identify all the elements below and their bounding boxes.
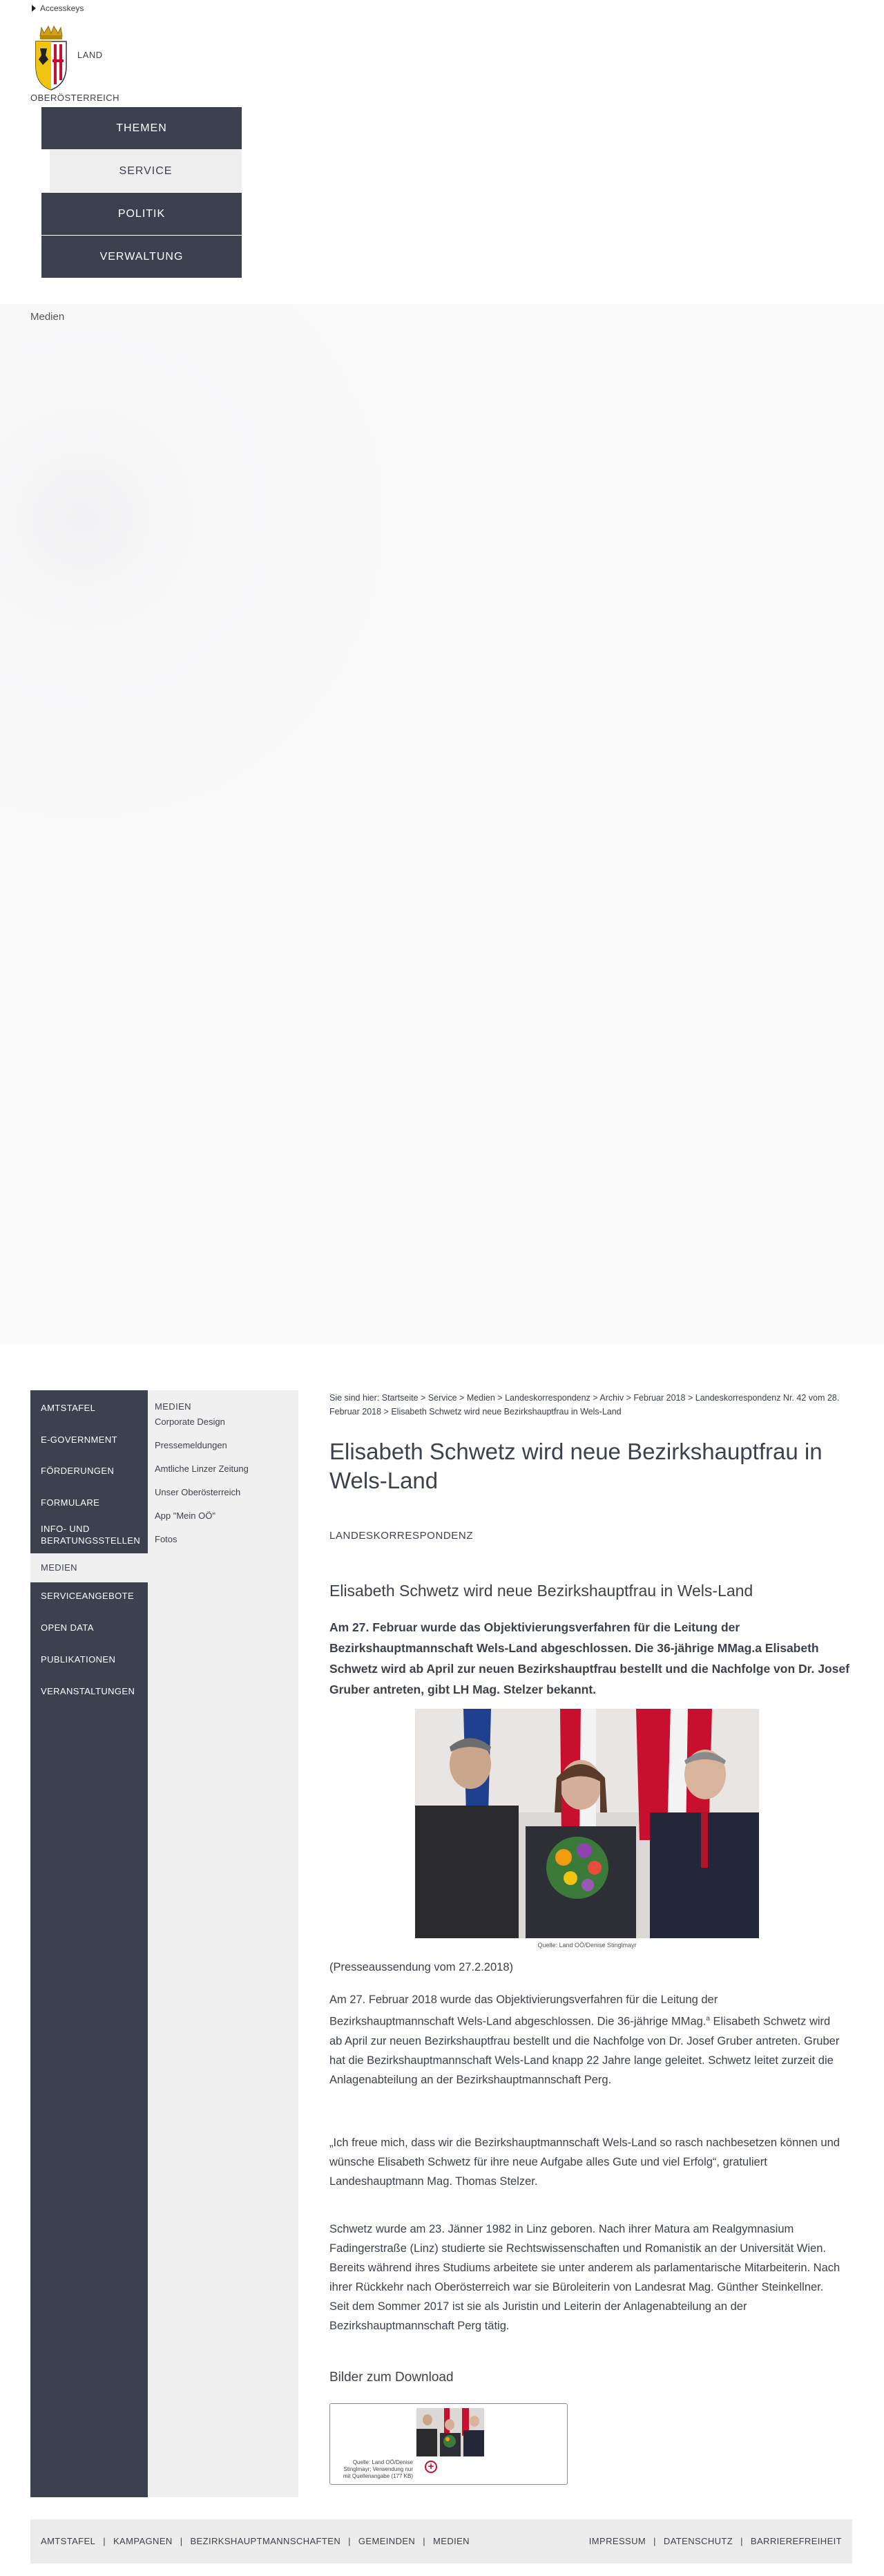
- footer-separator: |: [423, 2536, 426, 2546]
- footer-link-bezirkshauptmannschaften[interactable]: BEZIRKSHAUPTMANNSCHAFTEN: [190, 2536, 341, 2546]
- subnav-item-app-mein-ooe[interactable]: App "Mein OÖ": [155, 1510, 215, 1521]
- page-title: Elisabeth Schwetz wird neue Bezirkshauptfrau in Wels-Land: [329, 1439, 823, 1493]
- logo-text-oberoesterreich: OBERÖSTERREICH: [30, 93, 120, 103]
- article-photo[interactable]: [415, 1709, 759, 1938]
- download-thumbnail[interactable]: [416, 2408, 484, 2456]
- sidebar-item-info-beratungsstellen[interactable]: INFO- UND BERATUNGSSTELLEN: [41, 1524, 141, 1546]
- breadcrumb-item[interactable]: Februar 2018: [633, 1393, 686, 1403]
- breadcrumb-prefix: Sie sind hier:: [329, 1393, 380, 1403]
- medien-subnavigation: [148, 1390, 298, 2497]
- plus-icon[interactable]: +: [425, 2461, 437, 2473]
- article-lead: Am 27. Februar wurde das Objektivierungsverfahren für die Leitung der Bezirkshauptmannschaft Wels-Land abgeschlossen. Die 36-jährige MMag.a Elisabeth Schwetz wird ab April zur neuen Bezirkshauptfrau bestellt und die Nachfolge von Dr. Josef Gruber antreten, gibt LH Mag. Stelzer bekannt.: [329, 1620, 849, 1696]
- sidebar-item-formulare[interactable]: FORMULARE: [41, 1497, 100, 1508]
- breadcrumb-item[interactable]: Service: [427, 1393, 457, 1403]
- sidebar-item-egovernment[interactable]: E-GOVERNMENT: [41, 1434, 117, 1445]
- footer-link-datenschutz[interactable]: DATENSCHUTZ: [663, 2536, 733, 2546]
- subnav-heading: MEDIEN: [155, 1401, 191, 1412]
- download-image-card[interactable]: [329, 2403, 568, 2485]
- footer-separator: |: [653, 2536, 656, 2546]
- hero-banner: [0, 304, 884, 1344]
- downloads-heading: Bilder zum Download: [329, 2370, 454, 2385]
- article-subtitle: Elisabeth Schwetz wird neue Bezirkshauptfrau in Wels-Land: [329, 1582, 753, 1600]
- sidebar-item-foerderungen[interactable]: FÖRDERUNGEN: [41, 1466, 115, 1476]
- breadcrumb-item[interactable]: Startseite: [381, 1393, 419, 1403]
- breadcrumb-item[interactable]: Archiv: [599, 1393, 624, 1403]
- footer-link-barrierefreiheit[interactable]: BARRIEREFREIHEIT: [750, 2536, 842, 2546]
- sidebar-item-publikationen[interactable]: PUBLIKATIONEN: [41, 1654, 116, 1665]
- breadcrumb-current: Elisabeth Schwetz wird neue Bezirkshauptfrau in Wels-Land: [391, 1407, 622, 1417]
- footer-separator: |: [740, 2536, 743, 2546]
- footer-link-gemeinden[interactable]: GEMEINDEN: [358, 2536, 416, 2546]
- article-paragraph-2: „Ich freue mich, dass wir die Bezirkshauptmannschaft Wels-Land so rasch nachbesetzen können und wünsche Elisabeth Schwetz für ihre neue Aufgabe alles Gute und viel Erfolg“, gratuliert Landeshauptmann Mag. Thomas Stelzer.: [329, 2137, 840, 2188]
- breadcrumb-item[interactable]: Medien: [466, 1393, 495, 1403]
- main-nav-service[interactable]: SERVICE: [50, 150, 242, 192]
- press-release-date: (Presseaussendung vom 27.2.2018): [329, 1961, 513, 1973]
- photo-illustration: [415, 1709, 759, 1938]
- coat-of-arms-logo[interactable]: [32, 25, 70, 91]
- photo-caption: Quelle: Land OÖ/Denise Stinglmayr: [537, 1942, 637, 1949]
- sidebar-item-open-data[interactable]: OPEN DATA: [41, 1622, 94, 1633]
- main-nav-verwaltung[interactable]: VERWALTUNG: [41, 236, 242, 278]
- service-sidebar: [30, 1390, 148, 2497]
- sidebar-item-serviceangebote[interactable]: SERVICEANGEBOTE: [41, 1591, 135, 1601]
- sidebar-item-medien[interactable]: MEDIEN: [30, 1553, 148, 1582]
- footer-link-kampagnen[interactable]: KAMPAGNEN: [113, 2536, 173, 2546]
- breadcrumb-separator: >: [459, 1393, 465, 1403]
- breadcrumb-separator: >: [687, 1393, 693, 1403]
- logo-text-land: LAND: [77, 50, 103, 60]
- breadcrumb-separator: >: [497, 1393, 503, 1403]
- footer-separator: |: [348, 2536, 351, 2546]
- subnav-item-unser-oberoesterreich[interactable]: Unser Oberösterreich: [155, 1487, 241, 1497]
- footer-link-medien[interactable]: MEDIEN: [433, 2536, 470, 2546]
- thumbnail-illustration: [416, 2408, 484, 2456]
- accesskeys-link[interactable]: [32, 3, 84, 13]
- footer-links-left: [41, 2536, 470, 2546]
- main-navigation: [41, 107, 242, 278]
- hero-label: Medien: [30, 311, 65, 323]
- subnav-item-pressemeldungen[interactable]: Pressemeldungen: [155, 1440, 227, 1450]
- subnav-item-fotos[interactable]: Fotos: [155, 1534, 177, 1544]
- main-nav-themen[interactable]: THEMEN: [41, 107, 242, 149]
- breadcrumb: [329, 1391, 840, 1419]
- footer-link-impressum[interactable]: IMPRESSUM: [588, 2536, 646, 2546]
- paragraph-text: Elisabeth Schwetz wird ab April zur neuen Bezirkshauptfrau bestellt und die Nachfolge von Dr. Josef Gruber antreten. Gruber hat die Bezirkshauptmannschaft Wels-Land knapp 22 Jahre lange geleitet. Schwetz leitet zurzeit die Anlagenabteilung an der Bezirkshauptmannschaft Perg.: [329, 2015, 840, 2086]
- paragraph-text: Am 27. Februar 2018 wurde das Objektivierungsverfahren für die Leitung der Bezirkshauptmannschaft Wels-Land abgeschlossen. Die 36-jährige MMag.: [329, 1993, 718, 2028]
- breadcrumb-separator: >: [421, 1393, 426, 1403]
- article-category: LANDESKORRESPONDENZ: [329, 1530, 474, 1542]
- superscript-a: a: [706, 2015, 710, 2023]
- main-nav-politik[interactable]: POLITIK: [41, 193, 242, 235]
- footer-separator: |: [180, 2536, 183, 2546]
- breadcrumb-separator: >: [593, 1393, 598, 1403]
- sidebar-item-amtstafel[interactable]: AMTSTAFEL: [41, 1403, 96, 1413]
- footer-separator: |: [103, 2536, 106, 2546]
- article-paragraph-1: [329, 1990, 844, 2090]
- sidebar-item-veranstaltungen[interactable]: VERANSTALTUNGEN: [41, 1686, 135, 1696]
- breadcrumb-separator: >: [383, 1407, 389, 1417]
- accesskeys-label: Accesskeys: [40, 3, 84, 13]
- breadcrumb-separator: >: [626, 1393, 631, 1403]
- download-caption: Quelle: Land OÖ/Denise Stinglmayr; Verwendung nur mit Quellenangabe (177 KB): [343, 2459, 413, 2479]
- breadcrumb-item[interactable]: Landeskorrespondenz: [505, 1393, 590, 1403]
- subnav-item-corporate-design[interactable]: Corporate Design: [155, 1417, 225, 1427]
- page-footer: [30, 2519, 852, 2564]
- subnav-item-amtliche-linzer-zeitung[interactable]: Amtliche Linzer Zeitung: [155, 1464, 249, 1474]
- triangle-right-icon: [32, 5, 36, 12]
- footer-links-right: [589, 2536, 842, 2546]
- footer-link-amtstafel[interactable]: AMTSTAFEL: [41, 2536, 96, 2546]
- breadcrumb-item[interactable]: Landeskorrespondenz Nr. 42 vom 28. Februar 2018: [329, 1393, 840, 1417]
- article-paragraph-3: Schwetz wurde am 23. Jänner 1982 in Linz geboren. Nach ihrer Matura am Realgymnasium Fadingerstraße (Linz) studierte sie Rechtswissenschaften und Romanistik an der Universität Wien. Bereits während ihres Studiums arbeitete sie unter anderem als parlamentarische Mitarbeiterin. Nach ihrer Rückkehr nach Oberösterreich war sie Büroleiterin von Landesrat Mag. Günther Steinkellner. Seit dem Sommer 2017 ist sie als Juristin und Leiterin der Anlagenabteilung an der Bezirkshauptmannschaft Perg tätig.: [329, 2223, 840, 2332]
